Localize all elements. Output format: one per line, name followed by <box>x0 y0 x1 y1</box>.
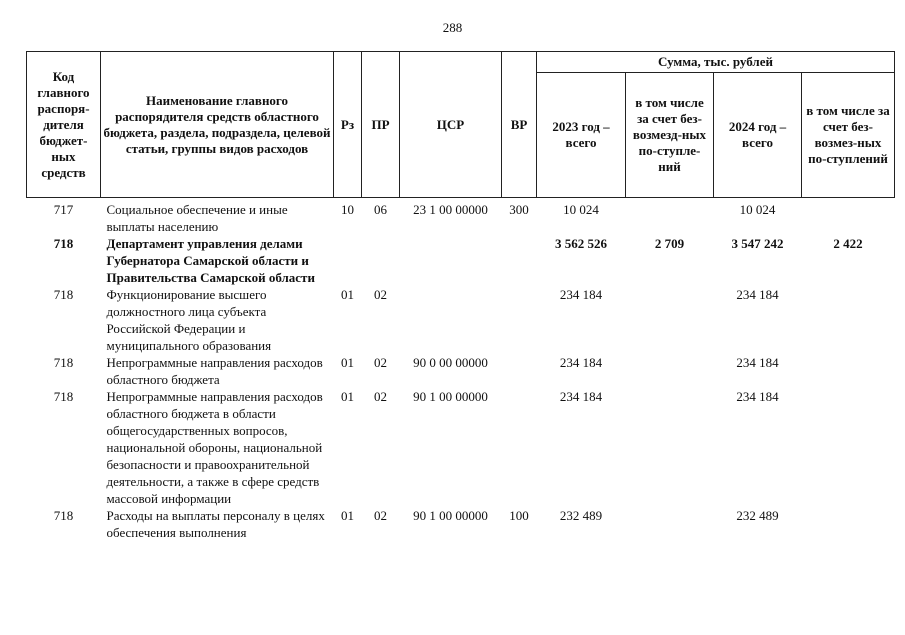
cell-2024-free <box>802 388 895 507</box>
table-row <box>27 235 895 286</box>
cell-2023-total: 234 184 <box>559 287 603 302</box>
cell-rz: 10 <box>341 202 354 217</box>
header-2024-total: 2024 год – всего <box>714 73 802 198</box>
cell-2024-total: 234 184 <box>736 287 779 302</box>
cell-pr: 02 <box>374 389 387 404</box>
cell-pr: 02 <box>374 508 387 523</box>
cell-rz: 01 <box>341 389 354 404</box>
header-vr: ВР <box>502 52 537 198</box>
cell-csr: 90 0 00 00000 <box>413 355 488 370</box>
cell-2023-free <box>626 388 714 507</box>
cell-2023-total: 3 562 526 <box>555 236 607 251</box>
cell-2024-total: 3 547 242 <box>731 236 784 251</box>
cell-2023-total: 234 184 <box>559 389 603 404</box>
cell-2024-free <box>802 507 895 541</box>
cell-name: Функционирование высшего должностного лица субъекта Российской Федерации и муниципального образования <box>106 287 272 353</box>
cell-csr <box>400 286 502 354</box>
header-csr: ЦСР <box>400 52 502 198</box>
cell-name: Департамент управления делами Губернатора Самарской области и Правительства Самарской области <box>106 236 315 285</box>
cell-csr: 23 1 00 00000 <box>413 202 488 217</box>
cell-2023-free <box>626 354 714 388</box>
page-number: 288 <box>442 20 463 35</box>
cell-2024-free <box>802 198 895 236</box>
cell-2024-free: 2 422 <box>833 236 863 251</box>
table-row <box>27 388 895 507</box>
cell-2024-total: 234 184 <box>736 355 779 370</box>
cell-code: 718 <box>53 508 74 523</box>
header-name: Наименование главного распорядителя средств областного бюджета, раздела, подраздела, целевой статьи, группы видов расходов <box>101 52 334 198</box>
table-row <box>27 286 895 354</box>
header-pr: ПР <box>362 52 400 198</box>
cell-name: Социальное обеспечение и иные выплаты населению <box>106 202 288 234</box>
table-row <box>27 354 895 388</box>
cell-name: Непрограммные направления расходов областного бюджета в области общегосударственных вопросов, национальной обороны, национальной безопасности и правоохранительной деятельности, а также в сфере средств массовой информации <box>106 389 323 506</box>
cell-csr <box>400 235 502 286</box>
cell-vr <box>502 286 537 354</box>
cell-2024-total: 10 024 <box>739 202 776 217</box>
cell-2023-free: 2 709 <box>654 236 685 251</box>
cell-rz: 01 <box>341 355 354 370</box>
cell-pr <box>362 235 400 286</box>
cell-pr: 02 <box>374 287 387 302</box>
cell-rz: 01 <box>341 508 354 523</box>
cell-2024-total: 234 184 <box>736 389 779 404</box>
cell-name: Непрограммные направления расходов областного бюджета <box>106 355 323 387</box>
header-2023-total: 2023 год – всего <box>537 73 626 198</box>
header-sum-group: Сумма, тыс. рублей <box>537 52 895 73</box>
header-2023-free: в том числе за счет без-возмезд-ных по-ступле-ний <box>626 73 714 198</box>
cell-name: Расходы на выплаты персоналу в целях обеспечения выполнения <box>106 508 325 540</box>
header-rz: Рз <box>334 52 362 198</box>
cell-code: 718 <box>53 355 74 370</box>
cell-2024-total: 232 489 <box>736 508 779 523</box>
cell-vr <box>502 235 537 286</box>
cell-csr: 90 1 00 00000 <box>413 389 488 404</box>
cell-pr: 06 <box>374 202 387 217</box>
table-row <box>27 507 895 541</box>
header-row-top <box>27 52 895 73</box>
header-2024-free: в том числе за счет без-возмез-ных по-ступлений <box>802 73 895 198</box>
cell-code: 718 <box>53 389 74 404</box>
cell-csr: 90 1 00 00000 <box>413 508 488 523</box>
cell-2024-free <box>802 286 895 354</box>
cell-code: 718 <box>53 236 74 251</box>
cell-vr: 300 <box>509 202 529 217</box>
cell-vr <box>502 388 537 507</box>
budget-table <box>26 51 895 541</box>
cell-rz <box>334 235 362 286</box>
cell-rz: 01 <box>341 287 354 302</box>
cell-2024-free <box>802 354 895 388</box>
cell-2023-total: 232 489 <box>559 508 603 523</box>
cell-2023-total: 234 184 <box>559 355 603 370</box>
cell-2023-free <box>626 507 714 541</box>
cell-2023-free <box>626 198 714 236</box>
cell-code: 718 <box>53 287 74 302</box>
cell-pr: 02 <box>374 355 387 370</box>
cell-2023-free <box>626 286 714 354</box>
cell-code: 717 <box>53 202 74 217</box>
header-code: Код главного распоря-дителя бюджет-ных средств <box>27 52 101 198</box>
cell-vr <box>502 354 537 388</box>
cell-vr: 100 <box>509 508 529 523</box>
table-row <box>27 198 895 236</box>
cell-2023-total: 10 024 <box>563 202 599 217</box>
